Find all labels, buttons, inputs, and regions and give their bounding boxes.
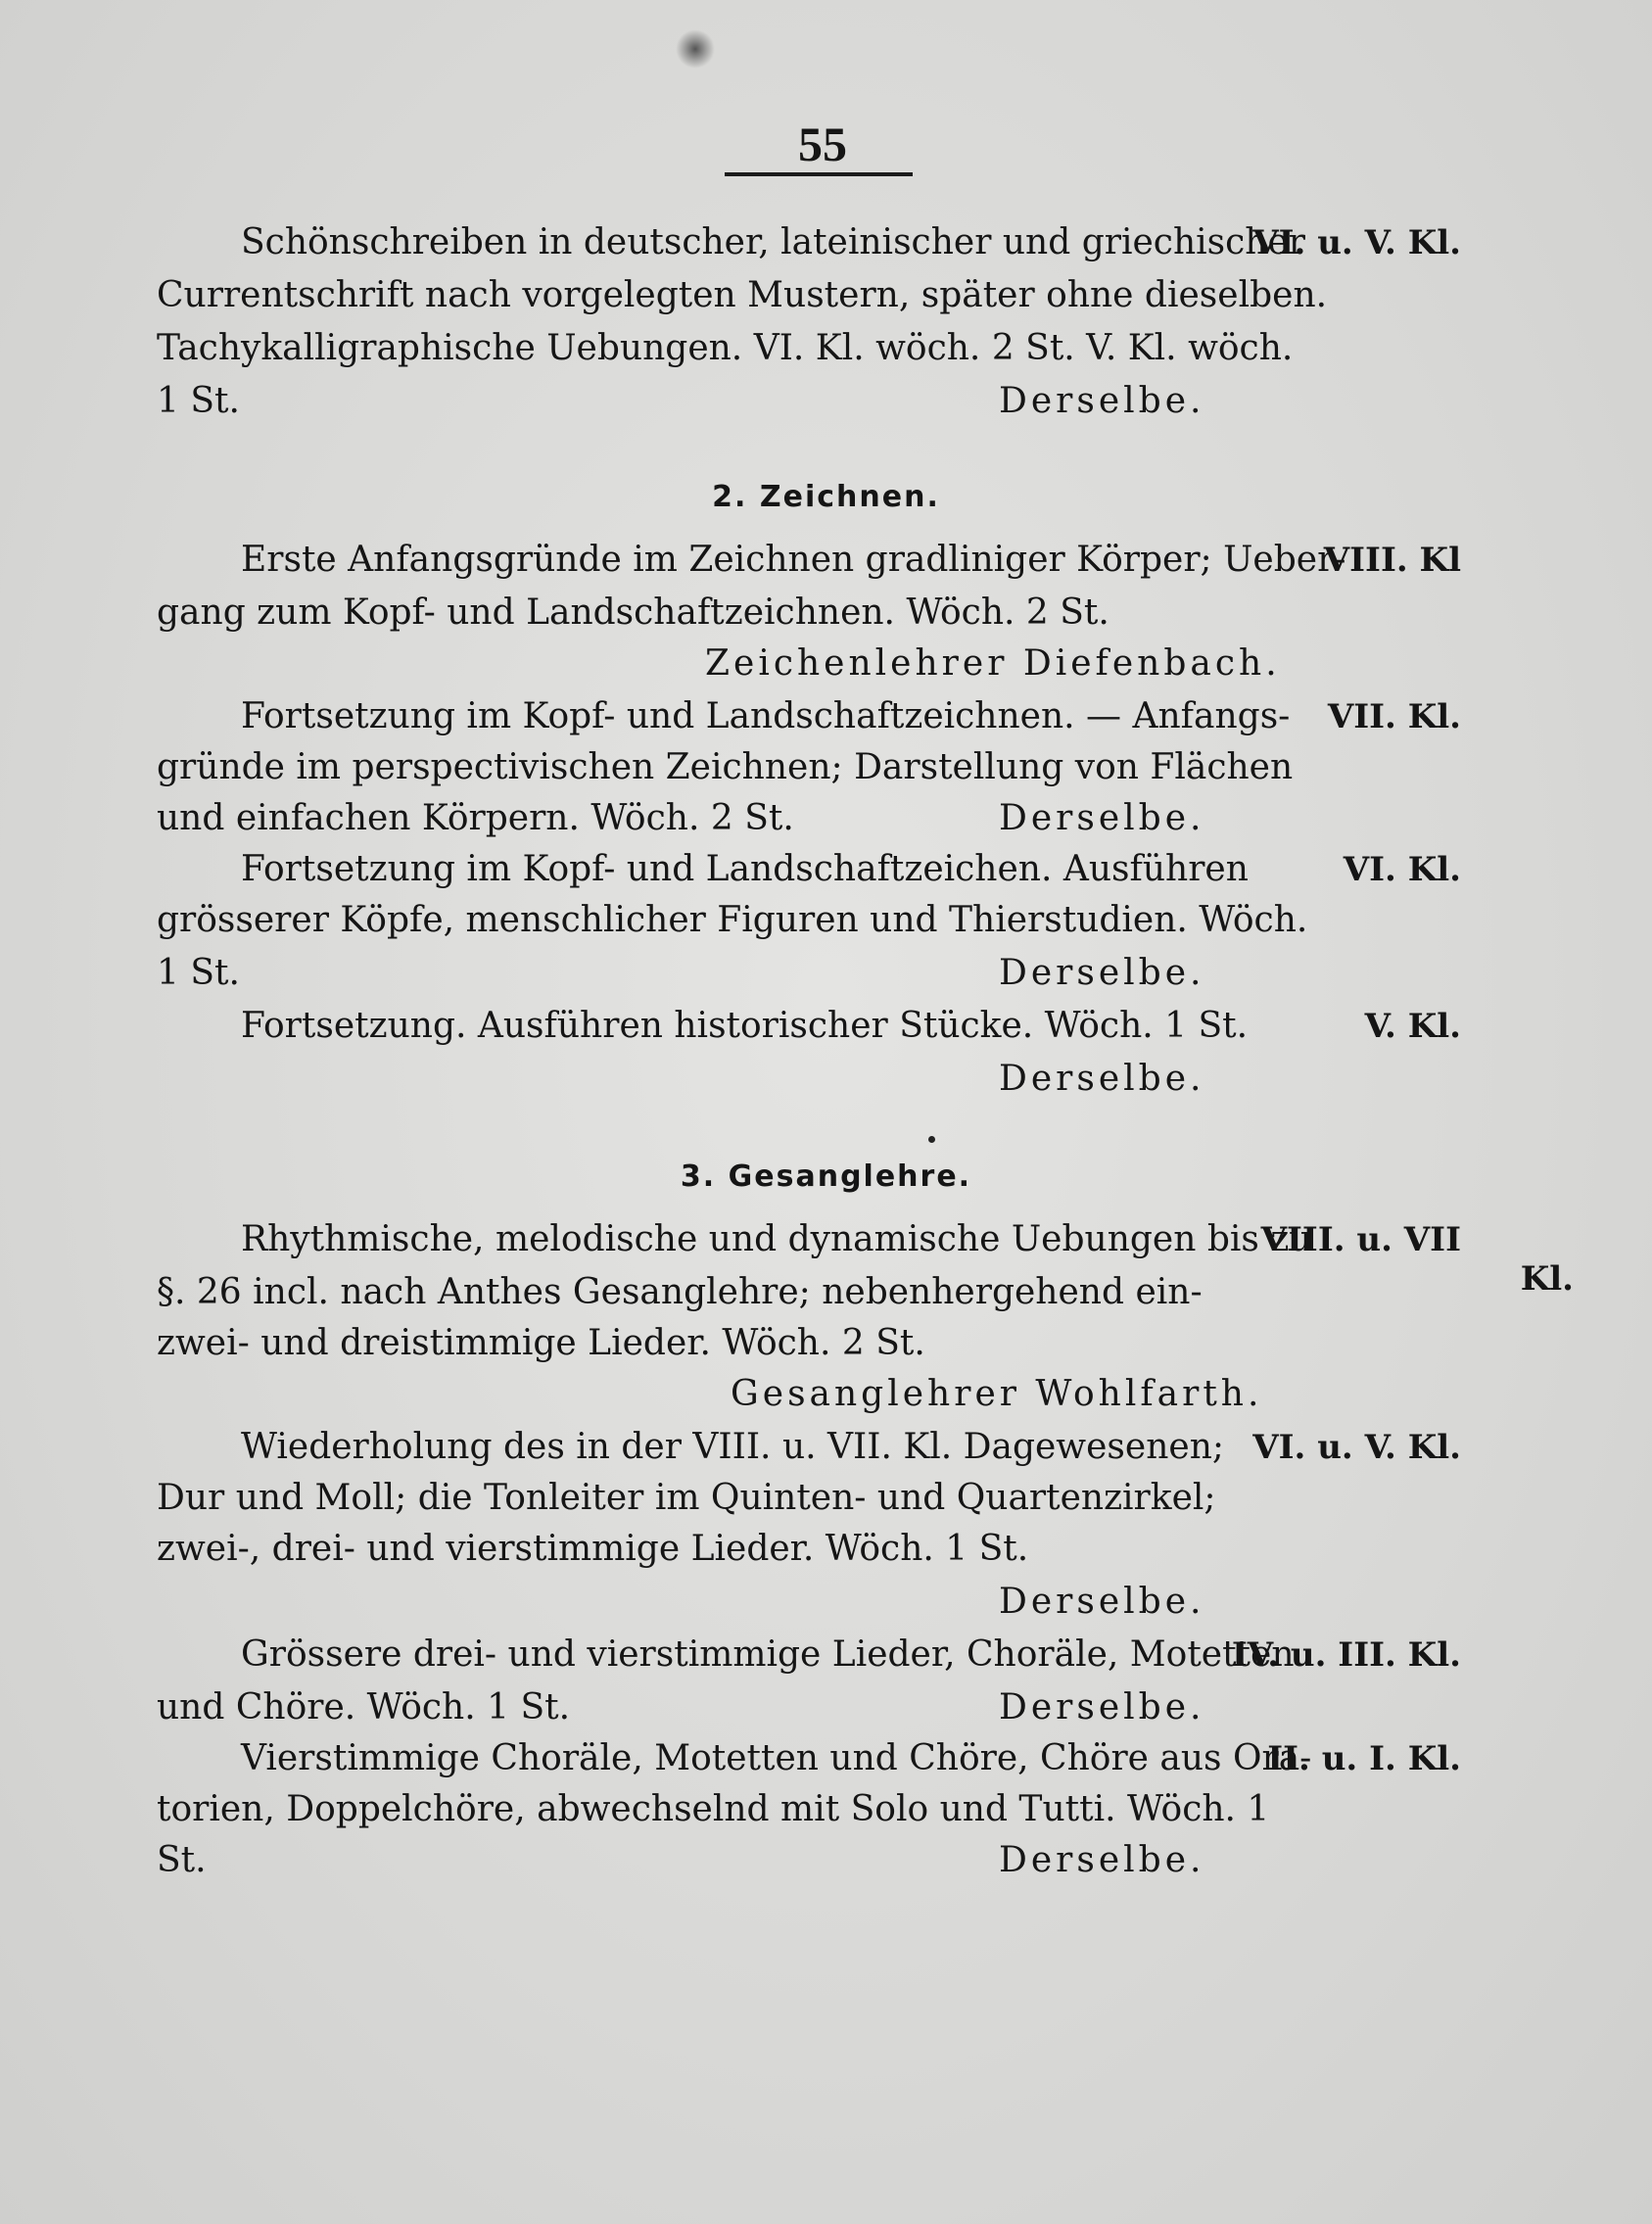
teacher-name: Derselbe.	[999, 953, 1205, 993]
line-text: Dur und Moll; die Tonleiter im Quinten- und Quartenzirkel;	[157, 1478, 1216, 1518]
line-text: St.	[157, 1840, 207, 1880]
class-label-continuation: Kl.	[1520, 1259, 1574, 1299]
section-heading-singing: 3. Gesanglehre.	[680, 1159, 972, 1194]
text-line	[157, 1214, 1461, 1265]
line-text: zwei- und dreistimmige Lieder. Wöch. 2 St.	[157, 1323, 925, 1363]
text-line	[157, 1630, 1461, 1680]
class-label: II. u. I. Kl.	[1267, 1739, 1461, 1778]
line-text: §. 26 incl. nach Anthes Gesanglehre; nebenhergehend ein-	[157, 1272, 1203, 1312]
line-text: gang zum Kopf- und Landschaftzeichnen. Wöch. 2 St.	[157, 592, 1109, 633]
page-number-rule	[725, 172, 913, 176]
text-line	[157, 1318, 1461, 1369]
text-line	[157, 376, 1461, 427]
text-line	[157, 948, 1461, 999]
line-text: gründe im perspectivischen Zeichnen; Darstellung von Flächen	[157, 747, 1294, 787]
text-line	[157, 535, 1461, 586]
class-label: VIII. u. VII	[1260, 1220, 1461, 1259]
ink-smudge	[676, 29, 715, 69]
teacher-name: Derselbe.	[999, 1582, 1205, 1622]
line-text: Schönschreiben in deutscher, lateinischer und griechischer	[241, 222, 1305, 262]
line-text: und einfachen Körpern. Wöch. 2 St.	[157, 798, 794, 838]
class-label: VI. u. V. Kl.	[1252, 223, 1461, 262]
line-text: Currentschrift nach vorgelegten Mustern, später ohne dieselben.	[157, 275, 1328, 315]
teacher-name: Derselbe.	[999, 1687, 1205, 1727]
text-line	[157, 691, 1461, 742]
stray-dot	[928, 1136, 935, 1143]
line-text: 1 St.	[157, 953, 240, 993]
text-line	[157, 844, 1461, 895]
line-text: Rhythmische, melodische und dynamische Uebungen bis zu	[241, 1219, 1312, 1259]
class-label: VIII. Kl	[1323, 541, 1461, 580]
text-line	[157, 1001, 1461, 1052]
text-line	[157, 1784, 1461, 1835]
class-label: VI. u. V. Kl.	[1252, 1428, 1461, 1467]
text-line	[157, 1682, 1461, 1733]
line-text: Grössere drei- und vierstimmige Lieder, Choräle, Motetten	[241, 1634, 1295, 1675]
text-line	[157, 1422, 1461, 1473]
teacher-name: Derselbe.	[999, 1840, 1205, 1880]
text-line	[157, 1733, 1461, 1784]
teacher-name: Derselbe.	[999, 798, 1205, 838]
text-line	[157, 895, 1461, 946]
line-text: Wiederholung des in der VIII. u. VII. Kl. Dagewesenen;	[241, 1427, 1225, 1467]
line-text: und Chöre. Wöch. 1 St.	[157, 1687, 571, 1727]
text-line	[157, 1524, 1461, 1575]
text-line	[157, 1835, 1461, 1886]
line-text: 1 St.	[157, 381, 240, 421]
line-text: Fortsetzung im Kopf- und Landschaftzeichen. Ausführen	[241, 849, 1249, 889]
text-line	[157, 639, 1461, 689]
text-line	[157, 1267, 1461, 1318]
line-text: Erste Anfangsgründe im Zeichnen gradliniger Körper; Ueber-	[241, 540, 1346, 580]
class-label: VII. Kl.	[1327, 697, 1461, 736]
class-label: VI. Kl.	[1343, 850, 1461, 889]
page-number: 55	[798, 117, 847, 171]
text-line	[157, 793, 1461, 844]
class-label: IV. u. III. Kl.	[1231, 1635, 1461, 1675]
text-line	[157, 1473, 1461, 1524]
text-line	[157, 1369, 1461, 1420]
class-label: V. Kl.	[1364, 1007, 1461, 1046]
text-line	[157, 1577, 1461, 1628]
teacher-name: Gesanglehrer Wohlfarth.	[731, 1374, 1263, 1414]
line-text: Fortsetzung. Ausführen historischer Stücke. Wöch. 1 St.	[241, 1006, 1249, 1046]
teacher-name: Zeichenlehrer Diefenbach.	[705, 643, 1281, 684]
line-text: Tachykalligraphische Uebungen. VI. Kl. wöch. 2 St. V. Kl. wöch.	[157, 328, 1294, 368]
line-text: grösserer Köpfe, menschlicher Figuren und Thierstudien. Wöch.	[157, 900, 1308, 940]
section-heading-drawing: 2. Zeichnen.	[712, 480, 940, 514]
line-text: torien, Doppelchöre, abwechselnd mit Solo und Tutti. Wöch. 1	[157, 1789, 1270, 1829]
text-line	[157, 323, 1461, 374]
text-line	[157, 270, 1461, 321]
text-line	[157, 1054, 1461, 1105]
text-line	[157, 742, 1461, 793]
line-text: zwei-, drei- und vierstimmige Lieder. Wöch. 1 St.	[157, 1529, 1029, 1569]
teacher-name: Derselbe.	[999, 381, 1205, 421]
line-text: Vierstimmige Choräle, Motetten und Chöre, Chöre aus Ora-	[241, 1738, 1312, 1778]
teacher-name: Derselbe.	[999, 1059, 1205, 1099]
text-line	[157, 588, 1461, 639]
line-text: Fortsetzung im Kopf- und Landschaftzeichnen. — Anfangs-	[241, 696, 1291, 736]
text-line	[157, 217, 1461, 268]
